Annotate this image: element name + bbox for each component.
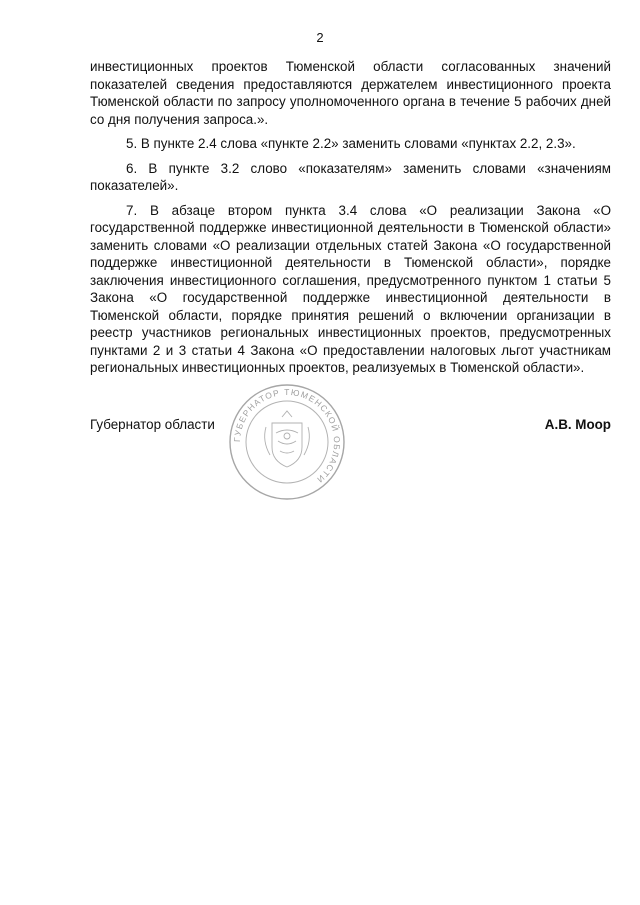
page-number: 2 [316, 30, 324, 45]
document-body [90, 58, 611, 384]
official-seal-stamp [228, 383, 346, 501]
paragraph-item-6: 6. В пункте 3.2 слово «показателям» заменить словами «значениям показателей». [90, 160, 611, 193]
signatory-name: А.В. Моор [544, 417, 611, 432]
seal-inner-ring [246, 401, 328, 483]
seal-ring-text: ГУБЕРНАТОР ТЮМЕНСКОЙ ОБЛАСТИ [231, 386, 343, 486]
paragraph-item-7: 7. В абзаце втором пункта 3.4 слова «О реализации Закона «О государственной поддержке инвестиционной деятельности в Тюменской области» заменить словами «О реализации отдельных статей Закона «О государственной поддержке инвестиционной деятельности в Тюменской области», порядке заключения инвестиционного соглашения, предусмотренного пунктом 1 статьи 5 Закона «О государственной поддержке инвестиционной деятельности в Тюменской области, порядке принятия решений о включении организации в реестр участников региональных инвестиционных проектов, предусмотренных пунктами 2 и 3 статьи 4 Закона «О предоставлении налоговых льгот участникам региональных инвестиционных проектов, реализуемых в Тюменской области». [90, 202, 611, 375]
signature-block [90, 417, 611, 437]
signatory-position: Губернатор области [90, 417, 215, 432]
coat-of-arms-emblem [265, 411, 310, 467]
seal-outer-ring [230, 385, 344, 499]
paragraph-continuation: инвестиционных проектов Тюменской области согласованных значений показателей сведения предоставляются держателем инвестиционного проекта Тюменской области по запросу уполномоченного органа в течение 5 рабочих дней со дня получения запроса.». [90, 59, 611, 127]
paragraph-item-5: 5. В пункте 2.4 слова «пункте 2.2» заменить словами «пунктах 2.2, 2.3». [126, 136, 576, 151]
